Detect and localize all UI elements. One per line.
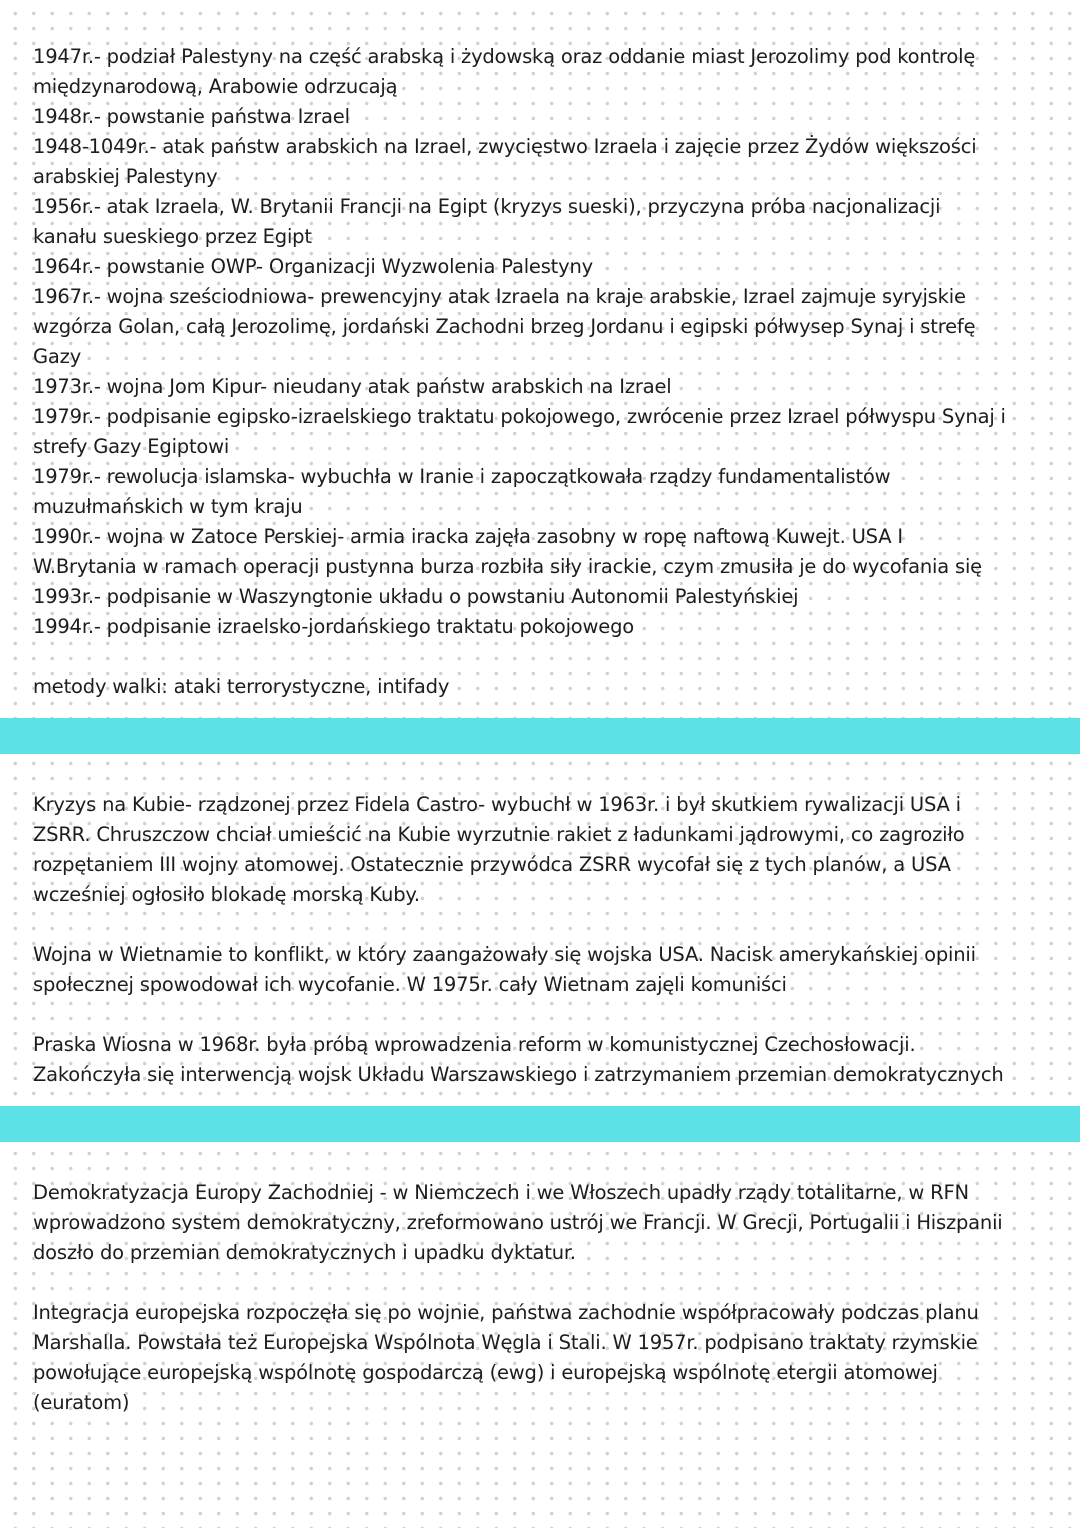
- text-line: Kryzys na Kubie- rządzonej przez Fidela Castro- wybuchł w 1963r. i był skutkiem rywalizacji USA i: [33, 793, 961, 816]
- text-line: 1990r.- wojna w Zatoce Perskiej- armia iracka zajęła zasobny w ropę naftową Kuwejt. USA I: [33, 525, 903, 548]
- text-line: Integracja europejska rozpoczęła się po wojnie, państwa zachodnie współpracowały podczas planu: [33, 1301, 979, 1324]
- text-line: W.Brytania w ramach operacji pustynna burza rozbiła siły irackie, czym zmusiła je do wycofania się: [33, 555, 982, 578]
- divider-band: [0, 1106, 1080, 1142]
- text-line: 1979r.- podpisanie egipsko-izraelskiego traktatu pokojowego, zwrócenie przez Izrael półwyspu Synaj i: [33, 405, 1006, 428]
- timeline-entry: [33, 252, 1056, 282]
- paragraph-democratization: [33, 1178, 1056, 1268]
- text-line: 1956r.- atak Izraela, W. Brytanii Francji na Egipt (kryzys sueski), przyczyna próba nacjonalizacji: [33, 195, 941, 218]
- text-line: Praska Wiosna w 1968r. była próbą wprowadzenia reform w komunistycznej Czechosłowacji.: [33, 1033, 916, 1056]
- text-line: wzgórza Golan, całą Jerozolimę, jordański Zachodni brzeg Jordanu i egipski półwysep Synaj i strefę: [33, 315, 976, 338]
- text-line: arabskiej Palestyny: [33, 165, 218, 188]
- text-line: 1947r.- podział Palestyny na część arabską i żydowską oraz oddanie miast Jerozolimy pod kontrolę: [33, 45, 976, 68]
- text-line: Wojna w Wietnamie to konflikt, w który zaangażowały się wojska USA. Nacisk amerykańskiej opinii: [33, 943, 976, 966]
- timeline-entry: [33, 462, 1056, 522]
- text-line: rozpętaniem III wojny atomowej. Ostatecznie przywódca ZSRR wycofał się z tych planów, a USA: [33, 853, 951, 876]
- text-line: Demokratyzacja Europy Zachodniej - w Niemczech i we Włoszech upadły rządy totalitarne, w RFN: [33, 1181, 969, 1204]
- text-line: (euratom): [33, 1391, 130, 1414]
- timeline-entry: [33, 612, 1056, 642]
- text-line: 1993r.- podpisanie w Waszyngtonie układu o powstaniu Autonomii Palestyńskiej: [33, 585, 799, 608]
- text-line: doszło do przemian demokratycznych i upadku dyktatur.: [33, 1241, 576, 1264]
- timeline-entry: [33, 582, 1056, 612]
- text-line: kanału sueskiego przez Egipt: [33, 225, 312, 248]
- text-line: Marshalla. Powstała też Europejska Wspólnota Węgla i Stali. W 1957r. podpisano traktaty rzymskie: [33, 1331, 978, 1354]
- timeline-entry: [33, 102, 1056, 132]
- timeline-entry: [33, 42, 1056, 102]
- paragraph-prague-spring: [33, 1030, 1056, 1090]
- text-line: muzułmańskich w tym kraju: [33, 495, 303, 518]
- divider-band: [0, 718, 1080, 754]
- timeline-entry: [33, 192, 1056, 252]
- text-line: społecznej spowodował ich wycofanie. W 1975r. cały Wietnam zajęli komuniści: [33, 973, 787, 996]
- text-line: międzynarodową, Arabowie odrzucają: [33, 75, 398, 98]
- timeline-entry: [33, 372, 1056, 402]
- timeline-entry: [33, 402, 1056, 462]
- timeline-entry: [33, 522, 1056, 582]
- text-line: 1967r.- wojna sześciodniowa- prewencyjny atak Izraela na kraje arabskie, Izrael zajmuje syryjskie: [33, 285, 966, 308]
- text-line: metody walki: ataki terrorystyczne, intifady: [33, 675, 450, 698]
- text-line: wprowadzono system demokratyczny, zreformowano ustrój we Francji. W Grecji, Portugalii i Hiszpanii: [33, 1211, 1003, 1234]
- text-line: 1994r.- podpisanie izraelsko-jordańskiego traktatu pokojowego: [33, 615, 634, 638]
- text-line: 1964r.- powstanie OWP- Organizacji Wyzwolenia Palestyny: [33, 255, 593, 278]
- paragraph-cuba-crisis: [33, 790, 1056, 910]
- text-line: 1979r.- rewolucja islamska- wybuchła w Iranie i zapoczątkowała rządzy fundamentalistów: [33, 465, 891, 488]
- text-line: Zakończyła się interwencją wojsk Układu Warszawskiego i zatrzymaniem przemian demokratycznych: [33, 1063, 1004, 1086]
- text-line: 1973r.- wojna Jom Kipur- nieudany atak państw arabskich na Izrael: [33, 375, 672, 398]
- middle-east-timeline: [33, 42, 1056, 702]
- text-line: ZSRR. Chruszczow chciał umieścić na Kubie wyrzutnie rakiet z ładunkami jądrowymi, co zagroziło: [33, 823, 965, 846]
- text-line: Gazy: [33, 345, 82, 368]
- timeline-entry: [33, 132, 1056, 192]
- western-europe: [33, 1178, 1056, 1418]
- text-line: strefy Gazy Egiptowi: [33, 435, 230, 458]
- paragraph-european-integration: [33, 1298, 1056, 1418]
- paragraph-vietnam-war: [33, 940, 1056, 1000]
- text-line: 1948r.- powstanie państwa Izrael: [33, 105, 350, 128]
- cold-war-events: [33, 790, 1056, 1090]
- text-line: powołujące europejską wspólnotę gospodarczą (ewg) i europejską wspólnotę etergii atomowej: [33, 1361, 938, 1384]
- text-line: wcześniej ogłosiło blokadę morską Kuby.: [33, 883, 420, 906]
- timeline-entry: [33, 282, 1056, 372]
- text-line: 1948-1049r.- atak państw arabskich na Izrael, zwycięstwo Izraela i zajęcie przez Żydów większości: [33, 135, 977, 158]
- fighting-methods: [33, 672, 1056, 702]
